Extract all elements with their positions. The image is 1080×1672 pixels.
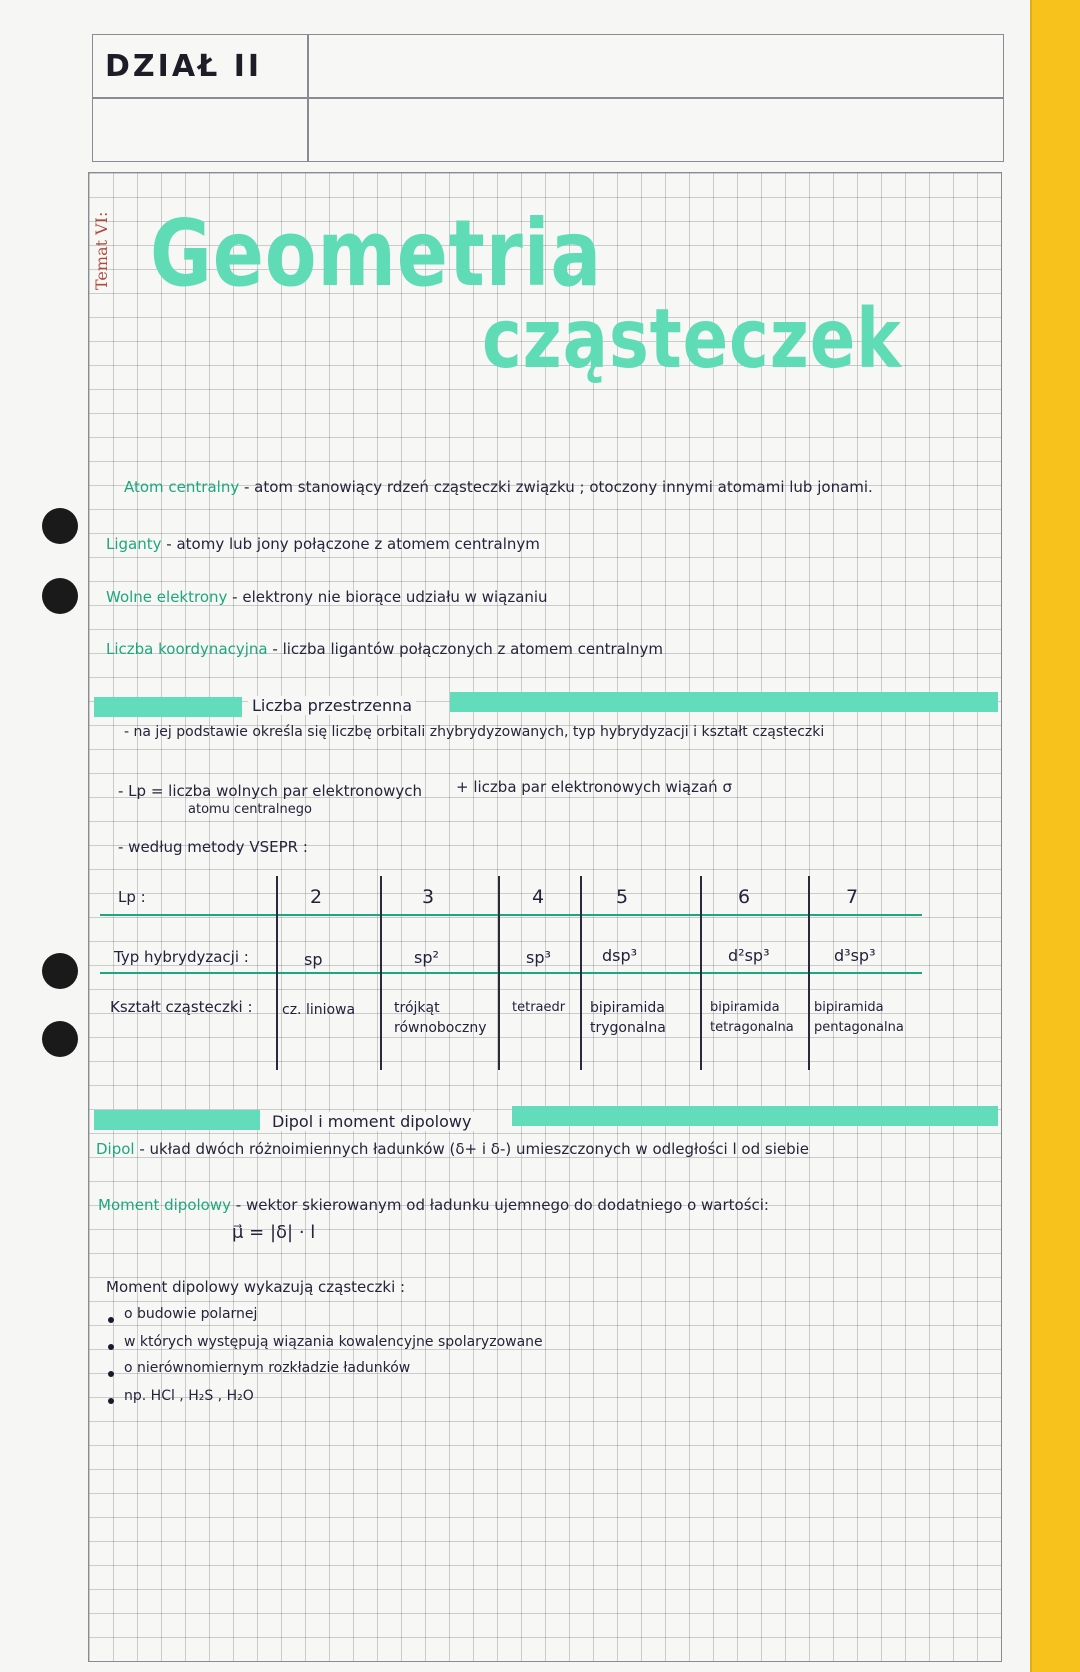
definition-text: - atomy lub jony połączone z atomem centralnym — [161, 535, 540, 553]
grid-area — [88, 172, 1002, 1662]
list-bullet — [108, 1344, 114, 1350]
definition-dipol — [96, 1140, 809, 1158]
table-divider-row1 — [100, 914, 922, 916]
topic-title-line1: Geometria — [150, 200, 603, 307]
definition-text: - wektor skierowanym od ładunku ujemnego do dodatniego o wartości: — [231, 1196, 769, 1214]
definition-text: - atom stanowiący rdzeń cząsteczki związku ; otoczony innymi atomami lub jonami. — [239, 478, 873, 496]
section-heading-liczba-przestrzenna: Liczba przestrzenna — [248, 696, 416, 715]
section-bar-right — [450, 692, 998, 712]
cell-shape — [394, 998, 487, 1038]
definition-term: Wolne elektrony — [106, 588, 228, 606]
definition-atom-centralny — [124, 478, 873, 496]
cell-shape-line: równoboczny — [394, 1020, 487, 1036]
formula-dipole-moment: μ⃗ = |δ| · l — [232, 1222, 316, 1243]
cell-lp: 7 — [846, 886, 859, 908]
cell-hybrid: sp³ — [526, 948, 551, 967]
cell-shape-line: tetraedr — [512, 1000, 566, 1015]
cell-shape — [710, 998, 794, 1038]
binder-hole-4 — [42, 1021, 78, 1057]
section1-line2a: - Lp = liczba wolnych par elektronowych — [118, 782, 423, 800]
list-bullet — [108, 1371, 114, 1377]
section1-line2c: atomu centralnego — [188, 802, 312, 817]
table-col-divider — [498, 876, 500, 1070]
cell-hybrid: d³sp³ — [834, 946, 876, 965]
topic-title-line2: cząsteczek — [482, 292, 902, 387]
definition-term: Liczba koordynacyjna — [106, 640, 268, 658]
list-item: w których występują wiązania kowalencyjne spolaryzowane — [124, 1334, 543, 1350]
cell-hybrid: sp — [304, 950, 323, 969]
section-heading-dipol: Dipol i moment dipolowy — [268, 1112, 475, 1131]
list-bullet — [108, 1317, 114, 1323]
cell-shape — [814, 998, 904, 1038]
cell-lp: 5 — [616, 886, 629, 908]
cell-shape-line: trygonalna — [590, 1020, 666, 1036]
section1-line2b: + liczba par elektronowych wiązań σ — [456, 778, 732, 796]
table-col-divider — [380, 876, 382, 1070]
definition-text: - liczba ligantów połączonych z atomem centralnym — [267, 640, 664, 658]
table-col-divider — [276, 876, 278, 1070]
header-divider-horizontal — [93, 97, 1003, 99]
cell-shape-line: cz. liniowa — [282, 1002, 356, 1018]
row-label-lp: Lp : — [118, 888, 146, 906]
cell-lp: 3 — [422, 886, 435, 908]
binder-hole-1 — [42, 508, 78, 544]
definition-text: - elektrony nie biorące udziału w wiązaniu — [227, 588, 548, 606]
cell-hybrid: d²sp³ — [728, 946, 770, 965]
section-bar-right — [512, 1106, 998, 1126]
section-title: DZIAŁ II — [105, 49, 263, 84]
cell-hybrid: sp² — [414, 948, 439, 967]
cell-shape-line: bipiramida — [814, 1000, 884, 1015]
cell-shape — [512, 998, 565, 1018]
cell-shape-line: bipiramida — [710, 1000, 780, 1015]
cell-hybrid: dsp³ — [602, 946, 638, 965]
table-col-divider — [700, 876, 702, 1070]
cell-lp: 4 — [532, 886, 545, 908]
definition-moment-dipolowy — [98, 1196, 769, 1214]
row-label-hybrydyzacja: Typ hybrydyzacji : — [114, 948, 249, 966]
cell-lp: 2 — [310, 886, 323, 908]
row-label-ksztalt: Kształt cząsteczki : — [110, 998, 253, 1016]
yellow-binder-edge — [1030, 0, 1080, 1672]
cell-shape — [282, 1000, 355, 1020]
list-bullet — [108, 1398, 114, 1404]
table-col-divider — [580, 876, 582, 1070]
section-bar-left — [94, 1110, 260, 1130]
definition-term: Moment dipolowy — [98, 1196, 231, 1214]
cell-shape-line: bipiramida — [590, 1000, 665, 1016]
cell-shape-line: tetragonalna — [710, 1020, 794, 1035]
cell-shape-line: pentagonalna — [814, 1020, 904, 1035]
list-item: np. HCl , H₂S , H₂O — [124, 1388, 254, 1404]
section1-line1: - na jej podstawie określa się liczbę orbitali zhybrydyzowanych, typ hybrydyzacji i kształt cząsteczki — [124, 724, 825, 740]
list-heading: Moment dipolowy wykazują cząsteczki : — [106, 1278, 406, 1296]
binder-hole-2 — [42, 578, 78, 614]
cell-shape — [590, 998, 666, 1038]
cell-shape-line: trójkąt — [394, 1000, 440, 1016]
definition-term: Liganty — [106, 535, 162, 553]
binder-hole-3 — [42, 953, 78, 989]
list-item: o budowie polarnej — [124, 1306, 258, 1322]
definition-wolne-elektrony — [106, 588, 548, 606]
topic-label: Temat VI: — [92, 211, 111, 290]
definition-term: Atom centralny — [124, 478, 240, 496]
section-bar-left — [94, 697, 242, 717]
header-box — [92, 34, 1004, 162]
table-divider-row2 — [100, 972, 922, 974]
section1-line3: - według metody VSEPR : — [118, 838, 308, 856]
definition-text: - układ dwóch różnoimiennych ładunków (δ+ i δ-) umieszczonych w odległości l od siebie — [134, 1140, 810, 1158]
list-item: o nierównomiernym rozkładzie ładunków — [124, 1360, 411, 1376]
table-col-divider — [808, 876, 810, 1070]
definition-liczba-koordynacyjna — [106, 640, 663, 658]
definition-liganty — [106, 535, 540, 553]
cell-lp: 6 — [738, 886, 751, 908]
definition-term: Dipol — [96, 1140, 135, 1158]
